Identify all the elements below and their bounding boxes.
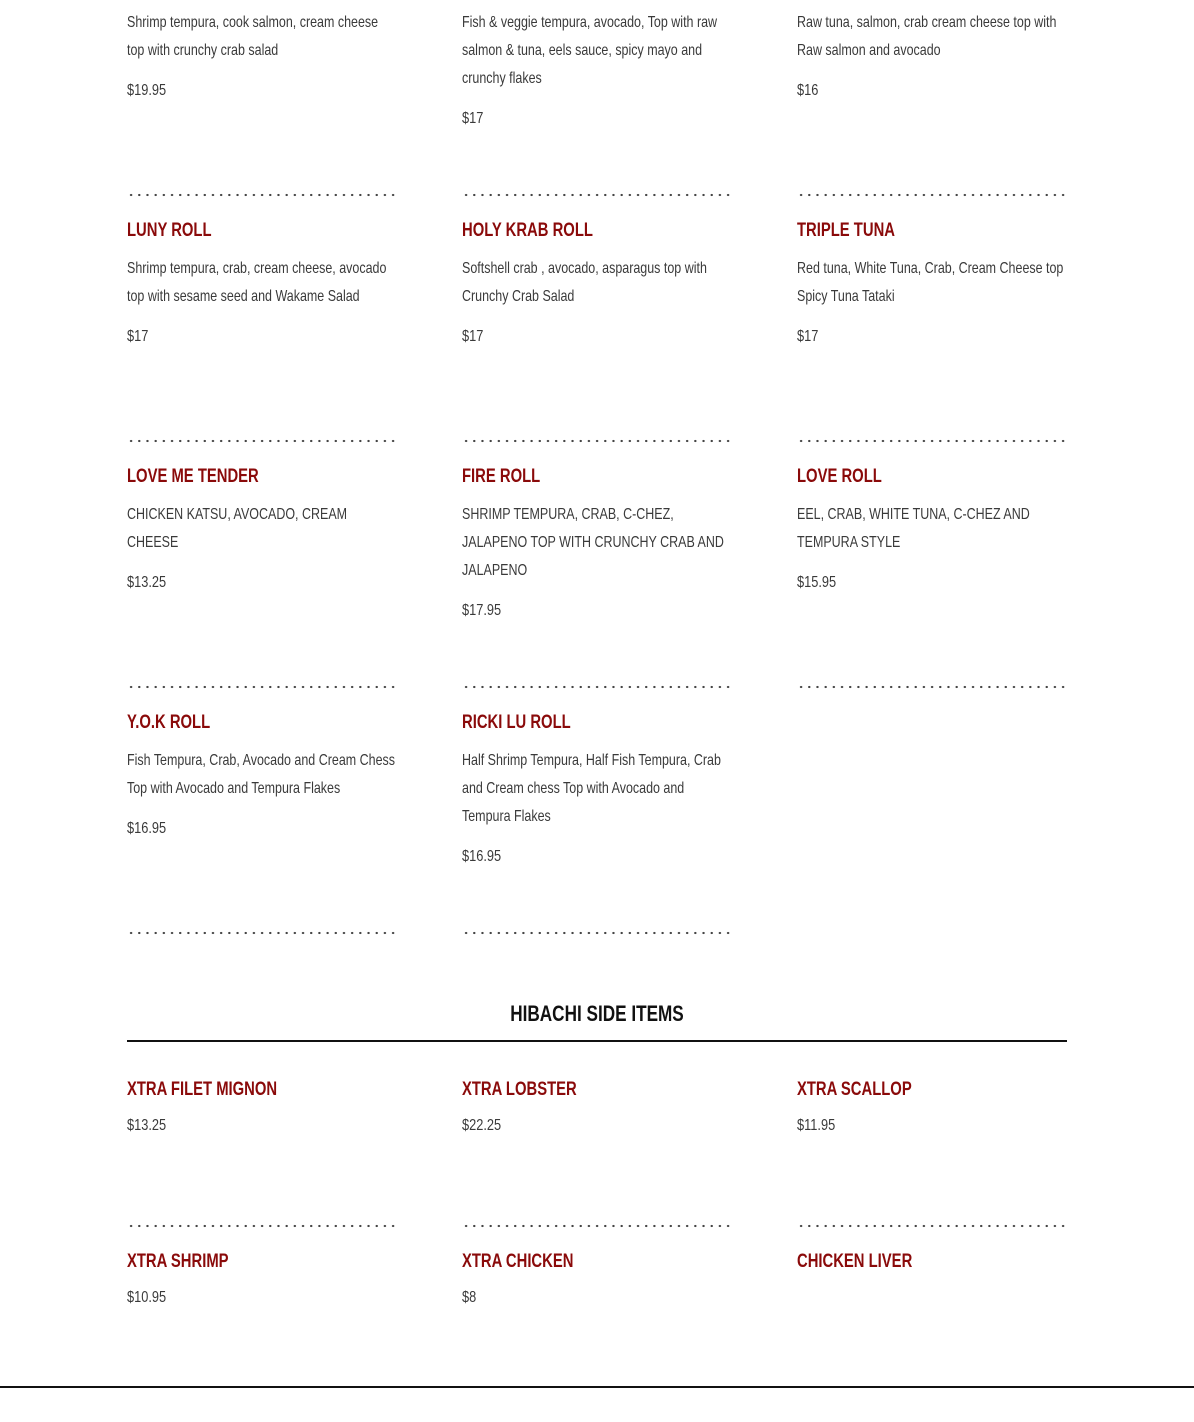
dotted-divider xyxy=(462,193,732,197)
dotted-divider xyxy=(462,931,732,935)
item-name: LOVE ROLL xyxy=(797,466,882,487)
item-name: Y.O.K ROLL xyxy=(127,712,211,733)
dotted-divider xyxy=(127,685,397,689)
item-description: Fish & veggie tempura, avocado, Top with raw salmon & tuna, eels sauce, spicy mayo and crunchy flakes xyxy=(462,14,718,87)
menu-item xyxy=(462,711,732,957)
item-price: $8 xyxy=(462,1289,477,1306)
item-price: $22.25 xyxy=(462,1117,502,1134)
item-name: CHICKEN LIVER xyxy=(797,1251,913,1272)
menu-item xyxy=(127,0,397,219)
item-description: Fish Tempura, Crab, Avocado and Cream Chess Top with Avocado and Tempura Flakes xyxy=(127,752,395,797)
dotted-divider xyxy=(462,1224,732,1228)
item-price: $13.25 xyxy=(127,574,167,591)
dotted-divider xyxy=(127,193,397,197)
item-name: XTRA FILET MIGNON xyxy=(127,1079,278,1100)
menu-item xyxy=(462,1250,732,1422)
dotted-divider xyxy=(797,1224,1067,1228)
item-price: $16.95 xyxy=(127,820,167,837)
menu-item xyxy=(127,465,397,711)
section-title: HIBACHI SIDE ITEMS xyxy=(510,1001,684,1026)
menu-item xyxy=(797,465,1067,711)
item-name: XTRA LOBSTER xyxy=(462,1079,577,1100)
dotted-divider xyxy=(797,439,1067,443)
dotted-divider xyxy=(127,931,397,935)
item-price: $15.95 xyxy=(797,574,837,591)
item-name: LOVE ME TENDER xyxy=(127,466,259,487)
item-price: $16 xyxy=(797,82,819,99)
item-description: Shrimp tempura, cook salmon, cream cheese top with crunchy crab salad xyxy=(127,14,379,59)
menu-item xyxy=(462,1078,732,1250)
rolls-grid xyxy=(127,0,1067,957)
menu-item xyxy=(127,1250,397,1422)
menu-item xyxy=(797,1078,1067,1250)
item-price: $17 xyxy=(797,328,819,345)
item-price: $16.95 xyxy=(462,848,502,865)
item-name: XTRA SHRIMP xyxy=(127,1251,229,1272)
menu-item xyxy=(462,465,732,711)
item-price: $19.95 xyxy=(127,82,167,99)
hibachi-section xyxy=(127,999,1067,1422)
dotted-divider xyxy=(462,685,732,689)
item-description: Shrimp tempura, crab, cream cheese, avocado top with sesame seed and Wakame Salad xyxy=(127,260,387,305)
item-description: EEL, CRAB, WHITE TUNA, C-CHEZ AND TEMPURA STYLE xyxy=(797,506,1030,551)
item-name: FIRE ROLL xyxy=(462,466,541,487)
menu-item xyxy=(462,0,732,219)
item-price: $13.25 xyxy=(127,1117,167,1134)
item-description: Raw tuna, salmon, crab cream cheese top with Raw salmon and avocado xyxy=(797,14,1057,59)
item-name: HOLY KRAB ROLL xyxy=(462,220,593,241)
menu-item xyxy=(127,1078,397,1250)
item-description: SHRIMP TEMPURA, CRAB, C-CHEZ, JALAPENO TOP WITH CRUNCHY CRAB AND JALAPENO xyxy=(462,506,724,579)
item-price: $17 xyxy=(462,110,484,127)
side-items-grid xyxy=(127,1078,1067,1422)
menu-item xyxy=(127,711,397,957)
item-name: RICKI LU ROLL xyxy=(462,712,571,733)
dotted-divider xyxy=(462,439,732,443)
section-divider xyxy=(127,1040,1067,1042)
dotted-divider xyxy=(127,1224,397,1228)
item-description: Half Shrimp Tempura, Half Fish Tempura, Crab and Cream chess Top with Avocado and Tempura Flakes xyxy=(462,752,721,825)
item-price: $17 xyxy=(462,328,484,345)
menu-item xyxy=(127,219,397,465)
item-description: CHICKEN KATSU, AVOCADO, CREAM CHEESE xyxy=(127,506,348,551)
menu-item xyxy=(797,219,1067,465)
item-price: $17 xyxy=(127,328,149,345)
menu-item xyxy=(797,0,1067,219)
dotted-divider xyxy=(127,439,397,443)
item-price: $10.95 xyxy=(127,1289,167,1306)
item-description: Red tuna, White Tuna, Crab, Cream Cheese top Spicy Tuna Tataki xyxy=(797,260,1064,305)
item-name: LUNY ROLL xyxy=(127,220,212,241)
item-name: XTRA CHICKEN xyxy=(462,1251,574,1272)
item-name: XTRA SCALLOP xyxy=(797,1079,912,1100)
menu-item xyxy=(462,219,732,465)
dotted-divider xyxy=(797,685,1067,689)
item-name: TRIPLE TUNA xyxy=(797,220,895,241)
item-description: Softshell crab , avocado, asparagus top with Crunchy Crab Salad xyxy=(462,260,707,305)
dotted-divider xyxy=(797,193,1067,197)
item-price: $11.95 xyxy=(797,1117,836,1134)
item-price: $17.95 xyxy=(462,602,502,619)
menu-content xyxy=(127,0,1067,1422)
menu-item xyxy=(797,1250,1067,1422)
